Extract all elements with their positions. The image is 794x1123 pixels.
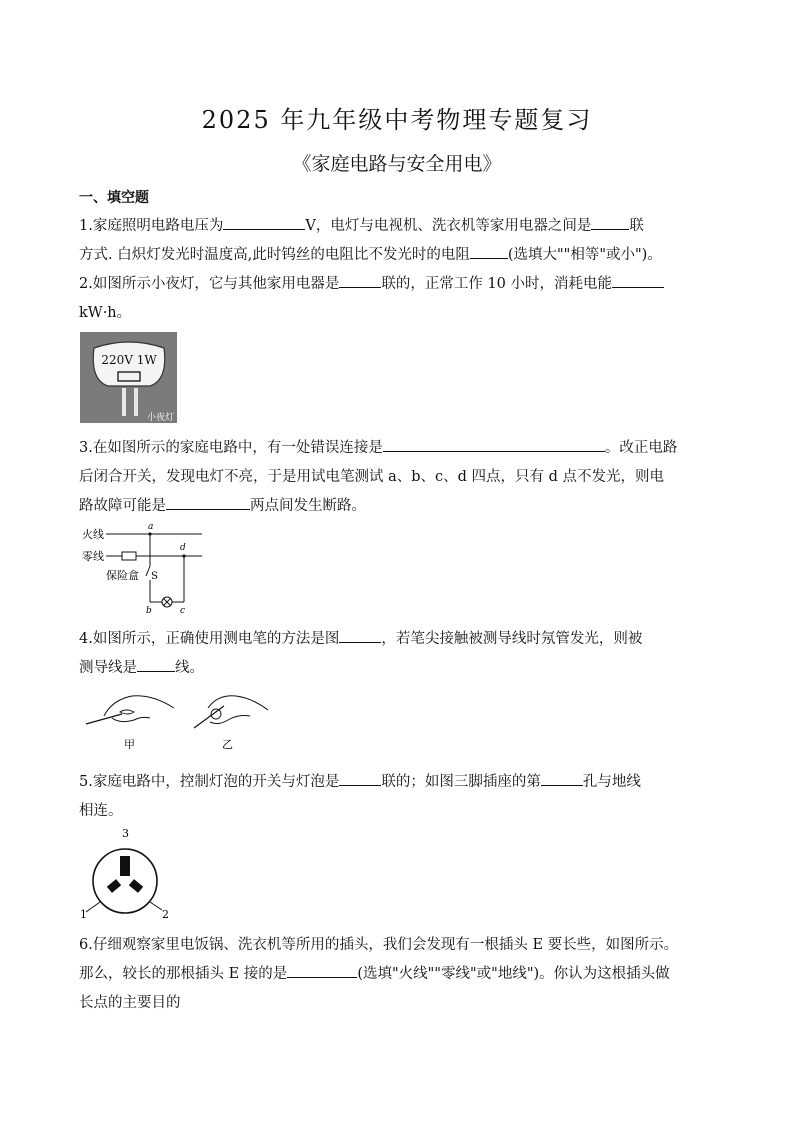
figure-jia-label: 甲 [124,738,135,751]
live-wire-label: 火线 [82,528,104,541]
q1-line-2 [79,243,662,264]
q3-text-c: 路故障可能是 [79,498,166,514]
switch-label: S [151,571,158,582]
q6-line-1: 6.仔细观察家里电饭锅、洗衣机等所用的插头，我们会发现有一根插头 E 要长些，如图所示。 [79,937,679,953]
q3-circuit-diagram [80,520,210,619]
section-heading: 一、填空题 [79,190,149,206]
q4-blank-2[interactable] [137,657,175,672]
point-d-label: d [180,543,186,553]
point-b-label: b [146,606,152,615]
q1-text-b: V，电灯与电视机、洗衣机等家用电器之间是 [305,218,592,234]
q5-text-a: 5.家庭电路中，控制灯泡的开关与灯泡是 [79,774,340,790]
q2-blank-2[interactable] [612,273,664,288]
q1-blank-1[interactable] [223,215,305,230]
q1-line-1 [79,214,644,235]
q4-text-a: 4.如图所示，正确使用测电笔的方法是图 [79,631,340,647]
q3-blank-2[interactable] [166,495,250,510]
q6-line-3: 长点的主要目的 [79,995,181,1011]
q2-text-b: 联的，正常工作 10 小时，消耗电能 [381,276,613,292]
q1-blank-3[interactable] [470,244,508,259]
q1-text-a: 1.家庭照明电路电压为 [79,218,224,234]
figure-yi-label: 乙 [222,738,233,751]
night-lamp-photo [80,332,177,423]
q1-text-c: 联 [629,218,644,234]
q3-text-d: 两点间发生断路。 [250,498,366,514]
q5-text-c: 孔与地线 [582,774,641,790]
q3-text-b: 。改正电路 [604,440,678,456]
q5-line-1 [79,770,641,791]
q1-text-d: 方式. 白炽灯发光时温度高,此时钨丝的电阻比不发光时的电阻 [79,247,470,263]
q3-line-1 [79,436,677,457]
q6-line-2 [79,962,670,983]
three-pin-socket-diagram [80,826,180,925]
q4-line-2 [79,656,204,677]
q4-text-d: 线。 [175,660,204,676]
hole-2-label: 2 [162,908,169,921]
q1-text-e: (选填大""相等"或小")。 [507,247,662,263]
q6-blank-1[interactable] [287,963,357,978]
q4-text-b: ，若笔尖接触被测导线时氖管发光，则被 [381,631,643,647]
q3-text-a: 3.在如图所示的家庭电路中，有一处错误连接是 [79,440,383,456]
lamp-caption: 小夜灯 [146,413,174,423]
neutral-wire-label: 零线 [82,550,104,563]
q4-line-1 [79,627,642,648]
q4-text-c: 测导线是 [79,660,137,676]
q2-text-a: 2.如图所示小夜灯，它与其他家用电器是 [79,276,340,292]
q4-blank-1[interactable] [339,628,381,643]
q3-line-3 [79,494,366,515]
point-c-label: c [180,606,186,615]
page-subtitle: 《家庭电路与安全用电》 [292,153,502,175]
page-title: 2025 年九年级中考物理专题复习 [201,106,593,134]
q3-blank-1[interactable] [383,437,605,452]
q1-blank-2[interactable] [591,215,629,230]
q5-line-2: 相连。 [79,803,123,819]
hole-3-label: 3 [122,827,129,840]
fuse-box-label: 保险盒 [106,569,139,582]
q2-line-1 [79,272,664,293]
hole-1-label: 1 [80,908,87,921]
point-a-label: a [148,522,154,532]
q5-text-b: 联的；如图三脚插座的第 [381,774,541,790]
q4-tester-figures [82,686,272,756]
q5-blank-2[interactable] [541,771,583,786]
q2-blank-1[interactable] [339,273,381,288]
lamp-label: 220V 1W [101,353,157,367]
q3-line-2: 后闭合开关，发现电灯不亮，于是用试电笔测试 a、b、c、d 四点，只有 d 点不发光，则电 [79,469,665,485]
q6-text-b: (选填"火线""零线"或"地线")。你认为这根插头做 [357,966,670,982]
q6-text-a: 那么，较长的那根插头 E 接的是 [79,966,288,982]
q5-blank-1[interactable] [339,771,381,786]
q2-line-2: kW·h。 [79,305,132,321]
